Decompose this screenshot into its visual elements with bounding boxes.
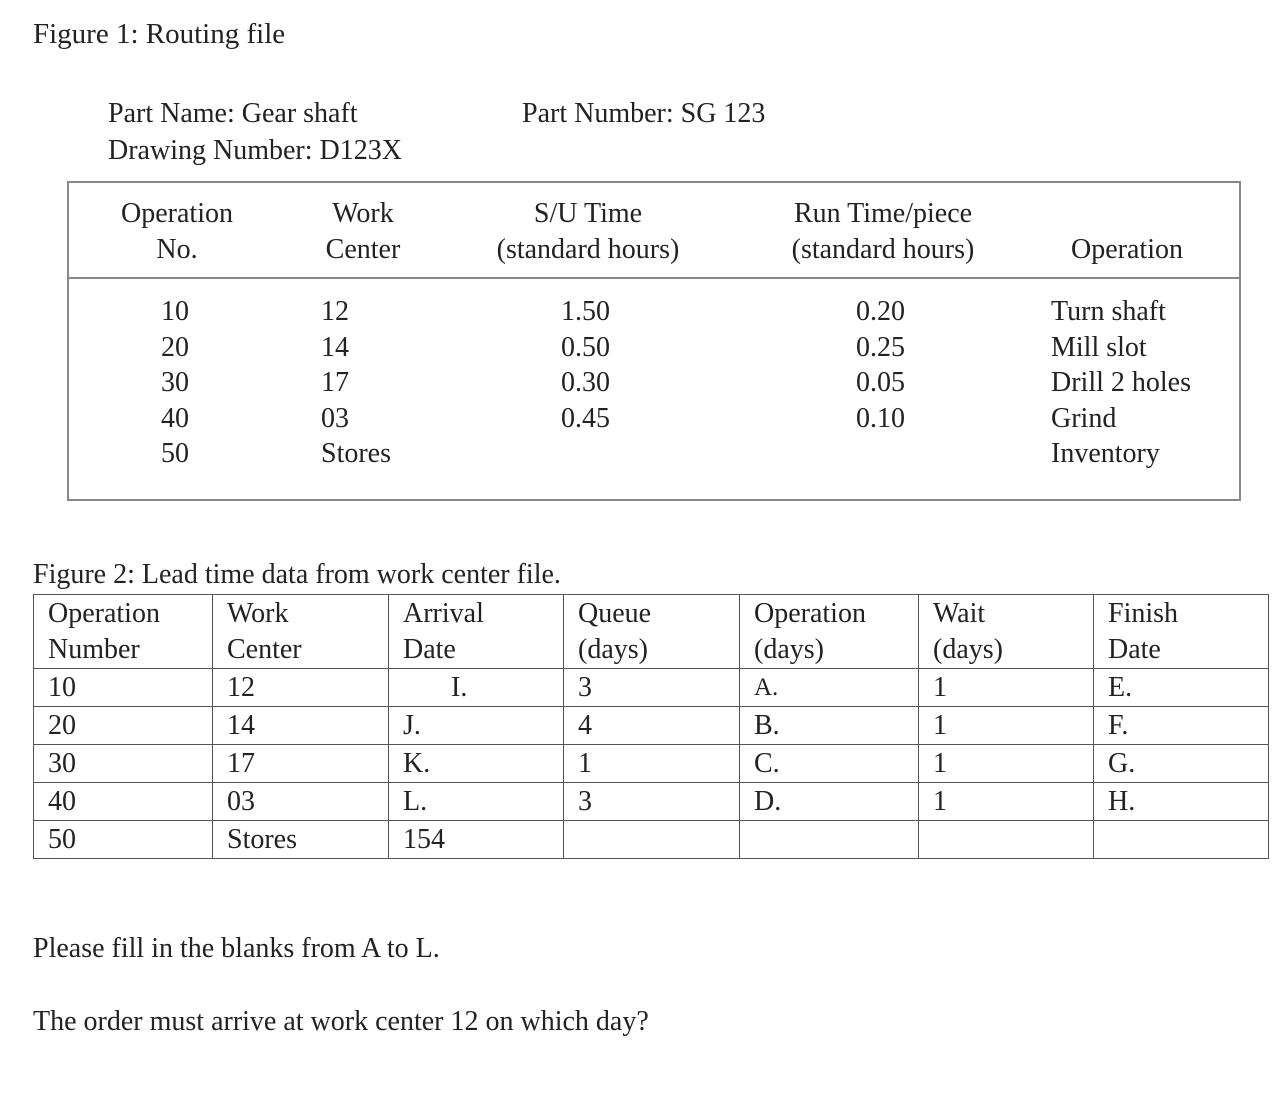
- table-cell: J.: [389, 707, 564, 745]
- figure2-title: Figure 2: Lead time data from work center file.: [33, 559, 561, 590]
- op-no-cell: 40: [161, 402, 189, 434]
- table-cell: 17: [213, 745, 389, 783]
- figure1-title: Figure 1: Routing file: [33, 18, 286, 50]
- table-cell: 1: [919, 783, 1094, 821]
- question-arrival-day: The order must arrive at work center 12 on which day?: [33, 1006, 649, 1037]
- table-cell: [740, 821, 919, 859]
- column-work-center: [321, 294, 391, 472]
- header-su-time: S/U Time (standard hours): [496, 198, 680, 265]
- operation-cell: Turn shaft: [1051, 296, 1166, 327]
- header-cell: Operation Number: [34, 595, 213, 669]
- su-time-cell: 0.30: [561, 367, 610, 398]
- op-no-cell: 30: [161, 367, 189, 398]
- header-cell: Work Center: [213, 595, 389, 669]
- part-number: Part Number: SG 123: [522, 98, 766, 129]
- operation-cell: Drill 2 holes: [1051, 367, 1191, 398]
- table-row: [34, 707, 1269, 745]
- su-time-cell: 0.45: [561, 402, 610, 434]
- header-operation-no: Operation No.: [121, 198, 233, 265]
- table-cell: D.: [740, 783, 919, 821]
- header-operation: Operation: [1071, 234, 1183, 265]
- work-center-cell: 12: [321, 296, 349, 327]
- table-cell: H.: [1094, 783, 1269, 821]
- column-run-time: [856, 294, 905, 436]
- table-cell: L.: [389, 783, 564, 821]
- su-time-cell: 1.50: [561, 296, 610, 327]
- table-cell: G.: [1094, 745, 1269, 783]
- operation-cell: Mill slot: [1051, 331, 1147, 363]
- table-cell: Stores: [213, 821, 389, 859]
- table-row: [34, 821, 1269, 859]
- table-cell: 50: [34, 821, 213, 859]
- table-row: [34, 783, 1269, 821]
- table-cell: 4: [564, 707, 740, 745]
- run-time-cell: 0.10: [856, 402, 905, 434]
- table-cell: 154: [389, 821, 564, 859]
- table-cell: 1: [919, 669, 1094, 707]
- table-row: [34, 745, 1269, 783]
- table-cell: 40: [34, 783, 213, 821]
- table-cell: I.: [389, 669, 564, 707]
- header-cell: Wait (days): [919, 595, 1094, 669]
- op-no-cell: 20: [161, 331, 189, 363]
- run-time-cell: 0.05: [856, 367, 905, 398]
- instruction-fill-blanks: Please fill in the blanks from A to L.: [33, 933, 440, 964]
- part-name: Part Name: Gear shaft: [108, 98, 358, 129]
- table-row: [34, 669, 1269, 707]
- table-cell: [1094, 821, 1269, 859]
- table-cell: F.: [1094, 707, 1269, 745]
- table-cell: [919, 821, 1094, 859]
- table-cell: C.: [740, 745, 919, 783]
- operation-cell: Grind: [1051, 402, 1117, 434]
- header-cell: Queue (days): [564, 595, 740, 669]
- routing-header-divider: [67, 277, 1241, 279]
- table-cell: 1: [564, 745, 740, 783]
- lead-time-table: [33, 594, 1269, 859]
- column-su-time: [561, 294, 610, 436]
- table-cell: [564, 821, 740, 859]
- table-cell: 3: [564, 669, 740, 707]
- header-cell: Operation (days): [740, 595, 919, 669]
- header-cell: Arrival Date: [389, 595, 564, 669]
- table-cell: 30: [34, 745, 213, 783]
- column-op-no: [150, 294, 200, 472]
- su-time-cell: 0.50: [561, 331, 610, 363]
- table-cell: 1: [919, 707, 1094, 745]
- table-cell: 1: [919, 745, 1094, 783]
- column-operation: [1051, 294, 1191, 472]
- work-center-cell: Stores: [321, 438, 391, 469]
- run-time-cell: 0.20: [856, 296, 905, 327]
- header-work-center: Work Center: [325, 198, 401, 265]
- header-cell: Finish Date: [1094, 595, 1269, 669]
- table-cell: K.: [389, 745, 564, 783]
- table-cell: E.: [1094, 669, 1269, 707]
- operation-cell: Inventory: [1051, 438, 1160, 469]
- table-cell: 14: [213, 707, 389, 745]
- header-run-time: Run Time/piece (standard hours): [791, 198, 975, 265]
- run-time-cell: 0.25: [856, 331, 905, 363]
- table-cell: 03: [213, 783, 389, 821]
- table-header-row: [34, 595, 1269, 669]
- table-cell: 20: [34, 707, 213, 745]
- drawing-number: Drawing Number: D123X: [108, 135, 402, 166]
- table-cell: B.: [740, 707, 919, 745]
- table-cell: 3: [564, 783, 740, 821]
- table-cell: 10: [34, 669, 213, 707]
- table-cell: 12: [213, 669, 389, 707]
- work-center-cell: 03: [321, 402, 349, 434]
- op-no-cell: 10: [161, 296, 189, 327]
- work-center-cell: 17: [321, 367, 349, 398]
- op-no-cell: 50: [161, 438, 189, 469]
- table-cell: A.: [740, 669, 919, 707]
- work-center-cell: 14: [321, 331, 349, 363]
